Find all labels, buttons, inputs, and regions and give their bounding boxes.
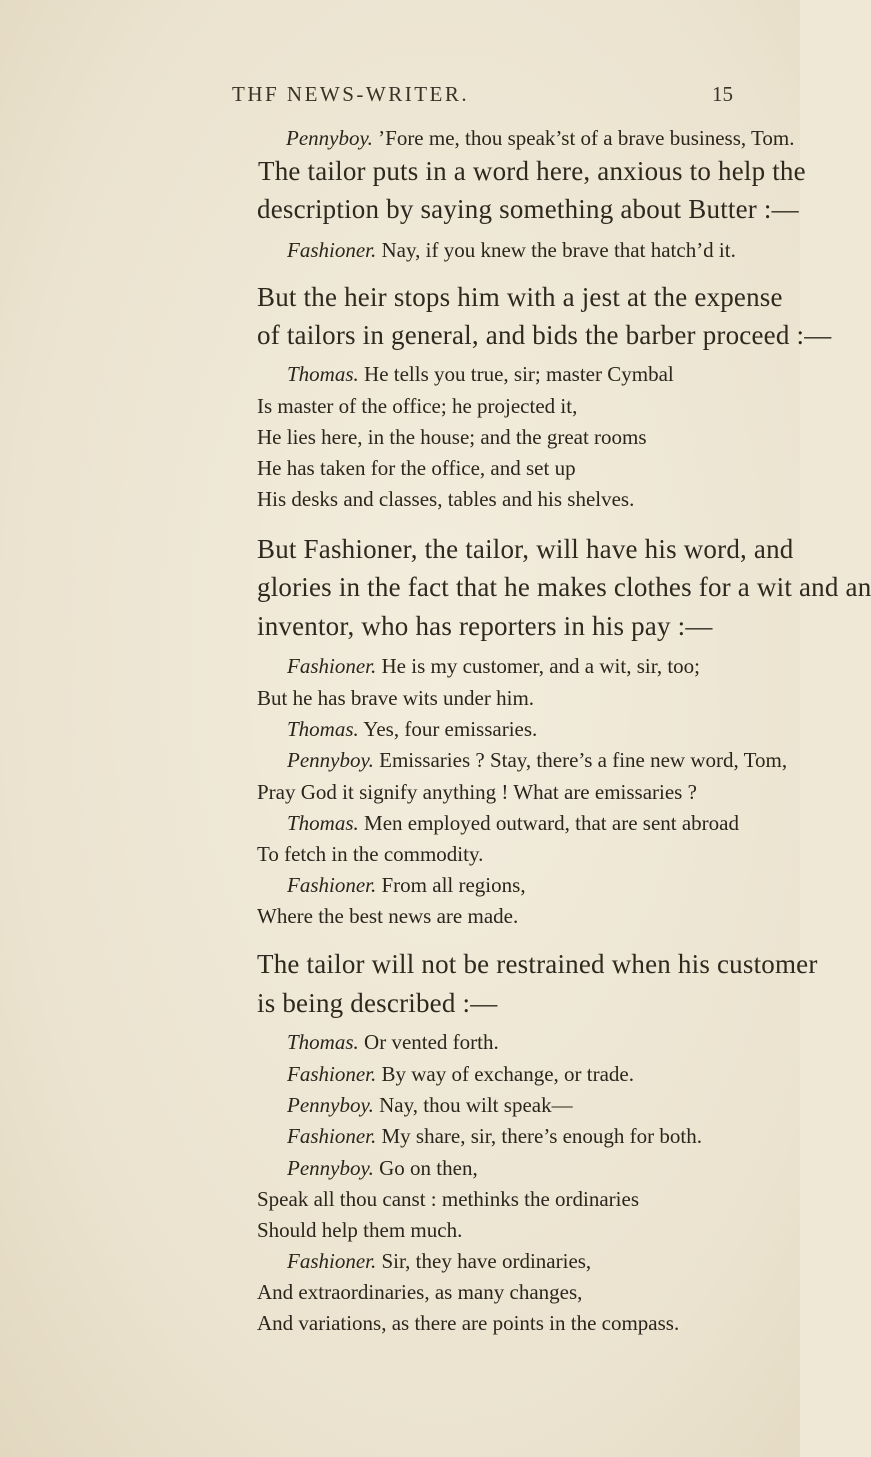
text-line bbox=[287, 364, 674, 385]
text-line bbox=[287, 1032, 499, 1053]
line-text: From all regions, bbox=[381, 873, 526, 897]
line-text: Speak all thou canst : methinks the ordinaries bbox=[257, 1187, 639, 1211]
line-text: Go on then, bbox=[379, 1156, 478, 1180]
text-line bbox=[287, 719, 537, 740]
line-text: By way of exchange, or trade. bbox=[381, 1062, 634, 1086]
speaker-name: Pennyboy. bbox=[287, 748, 374, 772]
text-line bbox=[257, 951, 818, 978]
text-line bbox=[287, 750, 787, 771]
text-line bbox=[257, 1189, 639, 1210]
line-text: The tailor puts in a word here, anxious to help the bbox=[258, 156, 806, 186]
line-text: Men employed outward, that are sent abroad bbox=[364, 811, 739, 835]
text-line bbox=[257, 489, 634, 510]
line-text: inventor, who has reporters in his pay :— bbox=[257, 611, 713, 641]
text-line bbox=[257, 458, 576, 479]
text-line bbox=[257, 990, 497, 1017]
line-text: Where the best news are made. bbox=[257, 904, 519, 928]
running-title: THF NEWS-WRITER. bbox=[232, 82, 470, 106]
speaker-name: Pennyboy. bbox=[287, 1156, 374, 1180]
line-text: Yes, four emissaries. bbox=[363, 717, 538, 741]
line-text: Nay, thou wilt speak— bbox=[379, 1093, 573, 1117]
line-text: He lies here, in the house; and the great rooms bbox=[257, 425, 647, 449]
text-line bbox=[257, 427, 647, 448]
text-line bbox=[257, 844, 483, 865]
line-text: description by saying something about Butter :— bbox=[257, 194, 799, 224]
text-line bbox=[257, 906, 518, 927]
speaker-name: Fashioner. bbox=[287, 654, 377, 678]
text-line bbox=[257, 574, 871, 601]
line-text: My share, sir, there’s enough for both. bbox=[381, 1124, 703, 1148]
text-line bbox=[257, 196, 799, 223]
text-line bbox=[257, 1282, 582, 1303]
text-line bbox=[257, 1313, 679, 1334]
line-text: But he has brave wits under him. bbox=[257, 686, 535, 710]
line-text: Is master of the office; he projected it, bbox=[257, 394, 578, 418]
text-line bbox=[257, 1220, 462, 1241]
speaker-name: Fashioner. bbox=[287, 1249, 377, 1273]
line-text: His desks and classes, tables and his shelves. bbox=[257, 487, 635, 511]
line-text: But Fashioner, the tailor, will have his word, and bbox=[257, 534, 794, 564]
text-line bbox=[287, 1095, 573, 1116]
speaker-name: Fashioner. bbox=[287, 238, 377, 262]
line-text: is being described :— bbox=[257, 988, 498, 1018]
line-text: Or vented forth. bbox=[364, 1030, 499, 1054]
line-text: Sir, they have ordinaries, bbox=[381, 1249, 592, 1273]
line-text: And variations, as there are points in the compass. bbox=[257, 1311, 680, 1335]
text-line bbox=[257, 396, 577, 417]
line-text: Nay, if you knew the brave that hatch’d it. bbox=[381, 238, 736, 262]
speaker-name: Fashioner. bbox=[287, 873, 377, 897]
text-line bbox=[287, 1064, 634, 1085]
speaker-name: Pennyboy. bbox=[287, 1093, 374, 1117]
page-header bbox=[0, 82, 800, 112]
speaker-name: Thomas. bbox=[287, 362, 359, 386]
line-text: The tailor will not be restrained when his customer bbox=[257, 949, 818, 979]
text-line bbox=[287, 813, 739, 834]
text-line bbox=[257, 688, 534, 709]
line-text: He has taken for the office, and set up bbox=[257, 456, 576, 480]
speaker-name: Thomas. bbox=[287, 811, 359, 835]
line-text: To fetch in the commodity. bbox=[257, 842, 484, 866]
speaker-name: Thomas. bbox=[287, 717, 359, 741]
text-line bbox=[257, 322, 831, 349]
text-line bbox=[257, 536, 794, 563]
line-text: ’Fore me, thou speak’st of a brave business, Tom. bbox=[378, 126, 795, 150]
text-line bbox=[257, 613, 713, 640]
speaker-name: Pennyboy. bbox=[286, 126, 373, 150]
text-line bbox=[287, 1158, 478, 1179]
text-line bbox=[287, 1251, 591, 1272]
line-text: He is my customer, and a wit, sir, too; bbox=[381, 654, 701, 678]
line-text: Should help them much. bbox=[257, 1218, 463, 1242]
line-text: He tells you true, sir; master Cymbal bbox=[364, 362, 674, 386]
text-line bbox=[286, 128, 794, 149]
text-line bbox=[258, 158, 806, 185]
line-text: Emissaries ? Stay, there’s a fine new word, Tom, bbox=[379, 748, 788, 772]
line-text: But the heir stops him with a jest at the expense bbox=[257, 282, 783, 312]
text-line bbox=[287, 875, 526, 896]
line-text: Pray God it signify anything ! What are emissaries ? bbox=[257, 780, 697, 804]
speaker-name: Thomas. bbox=[287, 1030, 359, 1054]
line-text: of tailors in general, and bids the barber proceed :— bbox=[257, 320, 832, 350]
text-line bbox=[257, 284, 783, 311]
text-line bbox=[287, 240, 736, 261]
text-line bbox=[287, 1126, 702, 1147]
text-line bbox=[287, 656, 700, 677]
text-line bbox=[257, 782, 697, 803]
speaker-name: Fashioner. bbox=[287, 1124, 377, 1148]
speaker-name: Fashioner. bbox=[287, 1062, 377, 1086]
line-text: And extraordinaries, as many changes, bbox=[257, 1280, 583, 1304]
line-text: glories in the fact that he makes clothes for a wit and an bbox=[257, 572, 871, 602]
page-number: 15 bbox=[712, 82, 733, 106]
